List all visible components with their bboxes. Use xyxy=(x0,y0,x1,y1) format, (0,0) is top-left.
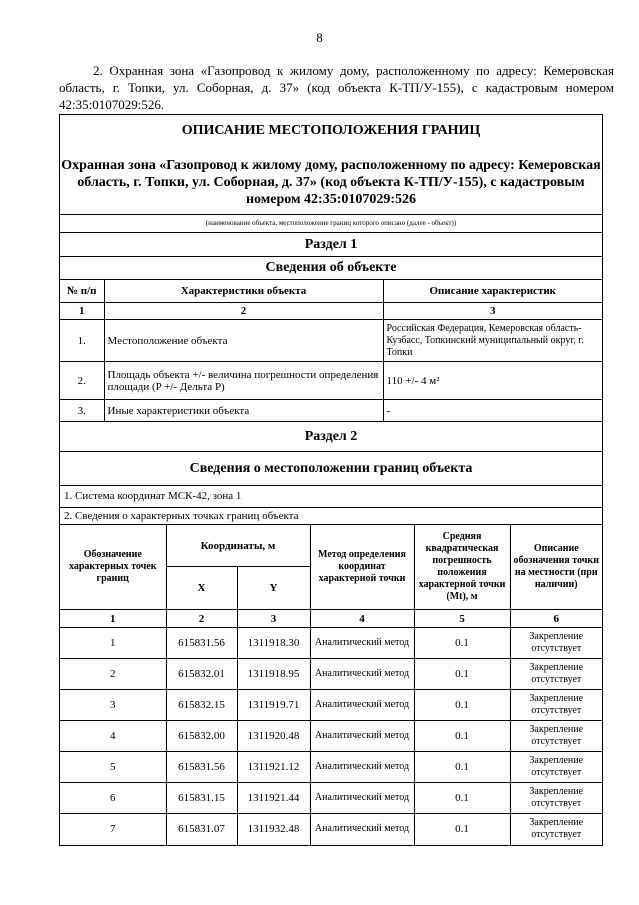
col-number: 3 xyxy=(383,303,602,320)
header-point: Обозначение характерных точек границ xyxy=(60,525,166,610)
header-y: Y xyxy=(237,567,310,610)
point-error: 0.1 xyxy=(414,814,510,845)
point-x: 615832.01 xyxy=(166,659,237,690)
points-table xyxy=(60,524,602,845)
col-number: 2 xyxy=(166,610,237,628)
col-number: 1 xyxy=(60,610,166,628)
form-subtitle: Охранная зона «Газопровод к жилому дому, расположенному по адресу: Кемеровская область, г. Топки, ул. Соборная, д. 37» (код объекта К-ТП/У-155), с кадастровым номером 42:35:0107029:526 xyxy=(61,158,601,207)
col-number: 5 xyxy=(414,610,510,628)
section1-subtitle: Сведения об объекте xyxy=(60,256,602,279)
row-value: Российская Федерация, Кемеровская область-Кузбасс, Топкинский муниципальный округ, г. Топки xyxy=(383,320,602,362)
table-row xyxy=(60,721,602,752)
table-row xyxy=(60,362,602,400)
point-y: 1311918.30 xyxy=(237,628,310,659)
point-desc: Закрепление отсутствует xyxy=(510,659,602,690)
points-info-line: 2. Сведения о характерных точках границ объекта xyxy=(60,507,602,524)
col-number: 3 xyxy=(237,610,310,628)
row-number: 1. xyxy=(60,320,104,362)
row-name: Площадь объекта +/- величина погрешности определения площади (P +/- Дельта P) xyxy=(104,362,383,400)
intro-text: 2. Охранная зона «Газопровод к жилому дому, расположенному по адресу: Кемеровская область, г. Топки, ул. Соборная, д. 37» (код объекта К-ТП/У-155), с кадастровым номером 42:35:0107029:526. xyxy=(59,63,614,112)
col-number: 4 xyxy=(310,610,414,628)
col-header-characteristics: Характеристики объекта xyxy=(104,280,383,303)
col-header-number: № п/п xyxy=(60,280,104,303)
point-x: 615831.56 xyxy=(166,752,237,783)
header-error: Средняя квадратическая погрешность положения характерной точки (Mt), м xyxy=(414,525,510,610)
point-error: 0.1 xyxy=(414,783,510,814)
point-error: 0.1 xyxy=(414,721,510,752)
point-number: 3 xyxy=(60,690,166,721)
point-y: 1311921.44 xyxy=(237,783,310,814)
coordinate-system-line: 1. Система координат МСК-42, зона 1 xyxy=(60,485,602,507)
header-desc: Описание обозначения точки на местности (при наличии) xyxy=(510,525,602,610)
point-method: Аналитический метод xyxy=(310,690,414,721)
section2-title: Раздел 2 xyxy=(304,429,358,444)
point-desc: Закрепление отсутствует xyxy=(510,814,602,845)
point-method: Аналитический метод xyxy=(310,752,414,783)
point-number: 5 xyxy=(60,752,166,783)
point-method: Аналитический метод xyxy=(310,659,414,690)
table-row xyxy=(60,783,602,814)
col-header-description: Описание характеристик xyxy=(383,280,602,303)
row-value: - xyxy=(383,400,602,422)
point-x: 615832.15 xyxy=(166,690,237,721)
point-number: 7 xyxy=(60,814,166,845)
table-row xyxy=(60,628,602,659)
point-error: 0.1 xyxy=(414,690,510,721)
table-row xyxy=(60,752,602,783)
point-desc: Закрепление отсутствует xyxy=(510,752,602,783)
intro-paragraph xyxy=(59,62,614,113)
object-info-table xyxy=(60,279,602,422)
point-desc: Закрепление отсутствует xyxy=(510,721,602,752)
point-x: 615831.56 xyxy=(166,628,237,659)
table-row xyxy=(60,690,602,721)
point-x: 615832.00 xyxy=(166,721,237,752)
table-row xyxy=(60,814,602,845)
section1-title: Раздел 1 xyxy=(60,232,602,256)
header-coords: Координаты, м xyxy=(166,525,310,567)
table-row xyxy=(60,320,602,362)
point-number: 2 xyxy=(60,659,166,690)
point-error: 0.1 xyxy=(414,752,510,783)
table-row xyxy=(60,659,602,690)
row-name: Местоположение объекта xyxy=(104,320,383,362)
col-number: 2 xyxy=(104,303,383,320)
point-error: 0.1 xyxy=(414,628,510,659)
form-caption: (наименование объекта, местоположение границ которого описано (далее - объект)) xyxy=(60,214,602,232)
point-y: 1311918.95 xyxy=(237,659,310,690)
point-number: 4 xyxy=(60,721,166,752)
table-row xyxy=(60,400,602,422)
header-x: X xyxy=(166,567,237,610)
point-method: Аналитический метод xyxy=(310,814,414,845)
point-y: 1311932.48 xyxy=(237,814,310,845)
section2-subtitle: Сведения о местоположении границ объекта xyxy=(60,451,602,485)
point-error: 0.1 xyxy=(414,659,510,690)
point-x: 615831.15 xyxy=(166,783,237,814)
point-method: Аналитический метод xyxy=(310,783,414,814)
point-desc: Закрепление отсутствует xyxy=(510,690,602,721)
point-x: 615831.07 xyxy=(166,814,237,845)
point-y: 1311920.48 xyxy=(237,721,310,752)
row-number: 3. xyxy=(60,400,104,422)
header-method: Метод определения координат характерной точки xyxy=(310,525,414,610)
boundary-description-form xyxy=(59,114,603,846)
points-body xyxy=(60,628,602,845)
row-number: 2. xyxy=(60,362,104,400)
page-number: 8 xyxy=(316,30,323,45)
form-header xyxy=(60,115,602,214)
point-y: 1311919.71 xyxy=(237,690,310,721)
point-number: 1 xyxy=(60,628,166,659)
form-title: ОПИСАНИЕ МЕСТОПОЛОЖЕНИЯ ГРАНИЦ xyxy=(181,123,481,138)
point-desc: Закрепление отсутствует xyxy=(510,628,602,659)
point-desc: Закрепление отсутствует xyxy=(510,783,602,814)
row-value: 110 +/- 4 м² xyxy=(383,362,602,400)
point-y: 1311921.12 xyxy=(237,752,310,783)
col-number: 1 xyxy=(60,303,104,320)
point-number: 6 xyxy=(60,783,166,814)
point-method: Аналитический метод xyxy=(310,628,414,659)
point-method: Аналитический метод xyxy=(310,721,414,752)
col-number: 6 xyxy=(510,610,602,628)
row-name: Иные характеристики объекта xyxy=(104,400,383,422)
